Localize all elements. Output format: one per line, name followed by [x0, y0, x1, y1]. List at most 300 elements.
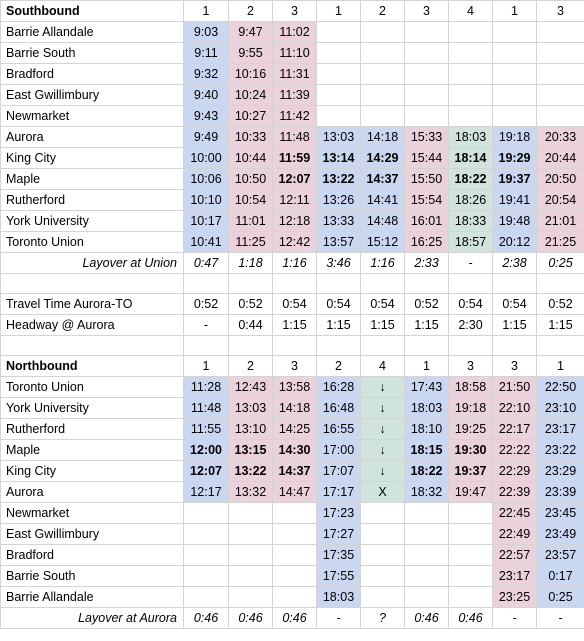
train-number-cell[interactable]: 1 [537, 356, 584, 377]
time-cell[interactable]: 16:25 [405, 232, 449, 253]
time-cell[interactable] [229, 274, 273, 294]
time-cell[interactable]: 19:29 [493, 148, 537, 169]
time-cell[interactable]: 1:15 [537, 315, 584, 336]
time-cell[interactable]: ↓ [361, 419, 405, 440]
time-cell[interactable]: 14:47 [273, 482, 317, 503]
time-cell[interactable]: 15:50 [405, 169, 449, 190]
time-cell[interactable]: 10:27 [229, 106, 273, 127]
time-cell[interactable] [184, 545, 229, 566]
time-cell[interactable] [493, 43, 537, 64]
row-label[interactable]: Barrie South [1, 43, 184, 64]
time-cell[interactable]: 18:14 [449, 148, 493, 169]
time-cell[interactable] [361, 545, 405, 566]
row-label[interactable]: Barrie Allandale [1, 22, 184, 43]
time-cell[interactable] [273, 545, 317, 566]
train-number-cell[interactable]: 1 [317, 1, 361, 22]
time-cell[interactable] [361, 524, 405, 545]
row-label[interactable]: East Gwillimbury [1, 85, 184, 106]
time-cell[interactable]: - [537, 608, 584, 629]
time-cell[interactable] [449, 545, 493, 566]
train-number-cell[interactable]: 1 [184, 1, 229, 22]
row-label[interactable]: Aurora [1, 127, 184, 148]
time-cell[interactable]: 16:48 [317, 398, 361, 419]
time-cell[interactable]: 22:29 [493, 461, 537, 482]
time-cell[interactable] [449, 587, 493, 608]
time-cell[interactable]: 0:47 [184, 253, 229, 274]
row-label[interactable]: Layover at Aurora [1, 608, 184, 629]
time-cell[interactable] [449, 566, 493, 587]
time-cell[interactable]: 18:03 [405, 398, 449, 419]
time-cell[interactable]: 11:28 [184, 377, 229, 398]
time-cell[interactable]: ↓ [361, 398, 405, 419]
time-cell[interactable]: 9:40 [184, 85, 229, 106]
time-cell[interactable]: 0:46 [449, 608, 493, 629]
time-cell[interactable] [184, 503, 229, 524]
time-cell[interactable] [317, 106, 361, 127]
time-cell[interactable]: 17:23 [317, 503, 361, 524]
row-label[interactable]: King City [1, 148, 184, 169]
time-cell[interactable] [449, 336, 493, 356]
time-cell[interactable]: 19:25 [449, 419, 493, 440]
time-cell[interactable]: 23:17 [493, 566, 537, 587]
row-label[interactable]: Rutherford [1, 190, 184, 211]
train-number-cell[interactable]: 3 [537, 1, 584, 22]
time-cell[interactable] [405, 64, 449, 85]
time-cell[interactable] [405, 22, 449, 43]
time-cell[interactable]: 0:46 [229, 608, 273, 629]
time-cell[interactable]: 15:33 [405, 127, 449, 148]
time-cell[interactable] [405, 524, 449, 545]
time-cell[interactable]: 12:18 [273, 211, 317, 232]
time-cell[interactable]: 18:32 [405, 482, 449, 503]
time-cell[interactable]: - [449, 253, 493, 274]
time-cell[interactable] [317, 43, 361, 64]
time-cell[interactable]: 16:01 [405, 211, 449, 232]
time-cell[interactable]: 23:29 [537, 461, 584, 482]
time-cell[interactable]: 12:17 [184, 482, 229, 503]
time-cell[interactable]: 10:00 [184, 148, 229, 169]
time-cell[interactable]: 18:22 [405, 461, 449, 482]
time-cell[interactable] [361, 22, 405, 43]
time-cell[interactable] [317, 64, 361, 85]
time-cell[interactable]: 17:27 [317, 524, 361, 545]
time-cell[interactable]: 13:22 [229, 461, 273, 482]
time-cell[interactable] [184, 274, 229, 294]
row-label[interactable]: Rutherford [1, 419, 184, 440]
time-cell[interactable]: 11:59 [273, 148, 317, 169]
time-cell[interactable]: 16:28 [317, 377, 361, 398]
time-cell[interactable] [449, 85, 493, 106]
time-cell[interactable]: 13:33 [317, 211, 361, 232]
time-cell[interactable]: 9:03 [184, 22, 229, 43]
time-cell[interactable]: 0:54 [449, 294, 493, 315]
time-cell[interactable]: 16:55 [317, 419, 361, 440]
time-cell[interactable]: 14:25 [273, 419, 317, 440]
time-cell[interactable]: 17:17 [317, 482, 361, 503]
time-cell[interactable]: 13:03 [229, 398, 273, 419]
time-cell[interactable]: 2:30 [449, 315, 493, 336]
time-cell[interactable]: 22:10 [493, 398, 537, 419]
time-cell[interactable]: 0:46 [184, 608, 229, 629]
time-cell[interactable] [229, 545, 273, 566]
time-cell[interactable]: 19:48 [493, 211, 537, 232]
time-cell[interactable] [361, 566, 405, 587]
time-cell[interactable]: 18:26 [449, 190, 493, 211]
time-cell[interactable] [449, 106, 493, 127]
time-cell[interactable]: 13:22 [317, 169, 361, 190]
time-cell[interactable]: 19:18 [449, 398, 493, 419]
time-cell[interactable] [229, 524, 273, 545]
time-cell[interactable]: 20:12 [493, 232, 537, 253]
time-cell[interactable]: 17:07 [317, 461, 361, 482]
time-cell[interactable]: 14:37 [273, 461, 317, 482]
train-number-cell[interactable]: 3 [449, 356, 493, 377]
time-cell[interactable] [537, 22, 584, 43]
time-cell[interactable]: 10:24 [229, 85, 273, 106]
time-cell[interactable]: 14:18 [361, 127, 405, 148]
time-cell[interactable]: 13:32 [229, 482, 273, 503]
train-number-cell[interactable]: 4 [361, 356, 405, 377]
row-label[interactable]: Barrie South [1, 566, 184, 587]
time-cell[interactable]: 20:44 [537, 148, 584, 169]
train-number-cell[interactable]: 3 [405, 1, 449, 22]
time-cell[interactable]: 21:50 [493, 377, 537, 398]
time-cell[interactable]: 11:25 [229, 232, 273, 253]
time-cell[interactable]: 1:16 [273, 253, 317, 274]
time-cell[interactable] [184, 587, 229, 608]
time-cell[interactable] [229, 336, 273, 356]
time-cell[interactable] [493, 106, 537, 127]
time-cell[interactable]: 14:41 [361, 190, 405, 211]
time-cell[interactable]: 21:01 [537, 211, 584, 232]
time-cell[interactable]: 11:55 [184, 419, 229, 440]
time-cell[interactable]: 13:57 [317, 232, 361, 253]
time-cell[interactable] [317, 336, 361, 356]
time-cell[interactable]: 11:10 [273, 43, 317, 64]
row-label[interactable]: Maple [1, 440, 184, 461]
time-cell[interactable]: 18:10 [405, 419, 449, 440]
time-cell[interactable] [273, 274, 317, 294]
row-label[interactable]: York University [1, 211, 184, 232]
time-cell[interactable] [317, 22, 361, 43]
time-cell[interactable]: 10:10 [184, 190, 229, 211]
time-cell[interactable] [405, 545, 449, 566]
row-label[interactable]: King City [1, 461, 184, 482]
time-cell[interactable] [493, 22, 537, 43]
row-label[interactable]: Layover at Union [1, 253, 184, 274]
time-cell[interactable]: 22:39 [493, 482, 537, 503]
time-cell[interactable]: 0:54 [273, 294, 317, 315]
time-cell[interactable]: 20:54 [537, 190, 584, 211]
time-cell[interactable]: 13:15 [229, 440, 273, 461]
time-cell[interactable]: 1:15 [405, 315, 449, 336]
time-cell[interactable]: 18:33 [449, 211, 493, 232]
time-cell[interactable]: 15:12 [361, 232, 405, 253]
time-cell[interactable]: 0:25 [537, 587, 584, 608]
time-cell[interactable]: 11:31 [273, 64, 317, 85]
time-cell[interactable] [361, 336, 405, 356]
row-label[interactable]: Toronto Union [1, 377, 184, 398]
train-number-cell[interactable]: 2 [361, 1, 405, 22]
time-cell[interactable]: 12:07 [184, 461, 229, 482]
time-cell[interactable]: 12:00 [184, 440, 229, 461]
time-cell[interactable]: 13:26 [317, 190, 361, 211]
section-title[interactable]: Northbound [1, 356, 184, 377]
time-cell[interactable]: 15:54 [405, 190, 449, 211]
time-cell[interactable]: 9:47 [229, 22, 273, 43]
row-label[interactable]: Toronto Union [1, 232, 184, 253]
time-cell[interactable]: 1:15 [493, 315, 537, 336]
train-number-cell[interactable]: 1 [493, 1, 537, 22]
time-cell[interactable]: 12:11 [273, 190, 317, 211]
time-cell[interactable] [405, 587, 449, 608]
time-cell[interactable]: 22:57 [493, 545, 537, 566]
time-cell[interactable] [184, 336, 229, 356]
time-cell[interactable]: 13:03 [317, 127, 361, 148]
row-label[interactable]: Bradford [1, 545, 184, 566]
time-cell[interactable]: 0:54 [493, 294, 537, 315]
time-cell[interactable]: ↓ [361, 461, 405, 482]
time-cell[interactable]: 0:25 [537, 253, 584, 274]
time-cell[interactable]: 13:14 [317, 148, 361, 169]
time-cell[interactable]: 18:57 [449, 232, 493, 253]
time-cell[interactable] [361, 43, 405, 64]
time-cell[interactable] [273, 566, 317, 587]
time-cell[interactable]: 2:38 [493, 253, 537, 274]
time-cell[interactable]: - [184, 315, 229, 336]
time-cell[interactable]: 14:30 [273, 440, 317, 461]
time-cell[interactable] [493, 274, 537, 294]
train-number-cell[interactable]: 2 [229, 1, 273, 22]
time-cell[interactable]: 17:00 [317, 440, 361, 461]
section-title[interactable]: Southbound [1, 1, 184, 22]
time-cell[interactable]: 0:46 [273, 608, 317, 629]
time-cell[interactable]: 3:46 [317, 253, 361, 274]
time-cell[interactable] [361, 503, 405, 524]
train-number-cell[interactable]: 3 [493, 356, 537, 377]
time-cell[interactable]: 9:32 [184, 64, 229, 85]
time-cell[interactable] [361, 587, 405, 608]
time-cell[interactable] [537, 336, 584, 356]
time-cell[interactable]: ↓ [361, 440, 405, 461]
time-cell[interactable]: 10:50 [229, 169, 273, 190]
time-cell[interactable]: 11:48 [273, 127, 317, 148]
time-cell[interactable] [449, 524, 493, 545]
time-cell[interactable]: 9:11 [184, 43, 229, 64]
time-cell[interactable] [273, 524, 317, 545]
time-cell[interactable] [361, 106, 405, 127]
time-cell[interactable] [184, 524, 229, 545]
time-cell[interactable] [405, 85, 449, 106]
row-label[interactable]: Newmarket [1, 106, 184, 127]
time-cell[interactable]: 20:33 [537, 127, 584, 148]
train-number-cell[interactable]: 3 [273, 1, 317, 22]
time-cell[interactable] [493, 336, 537, 356]
time-cell[interactable]: 19:18 [493, 127, 537, 148]
time-cell[interactable]: - [317, 608, 361, 629]
time-cell[interactable] [229, 503, 273, 524]
time-cell[interactable]: 0:52 [184, 294, 229, 315]
time-cell[interactable]: 14:37 [361, 169, 405, 190]
time-cell[interactable]: 2:33 [405, 253, 449, 274]
time-cell[interactable] [449, 22, 493, 43]
time-cell[interactable] [273, 336, 317, 356]
time-cell[interactable]: X [361, 482, 405, 503]
time-cell[interactable] [317, 274, 361, 294]
time-cell[interactable]: ↓ [361, 377, 405, 398]
time-cell[interactable] [449, 274, 493, 294]
time-cell[interactable]: 12:42 [273, 232, 317, 253]
time-cell[interactable]: 23:17 [537, 419, 584, 440]
time-cell[interactable]: 19:41 [493, 190, 537, 211]
time-cell[interactable]: 0:17 [537, 566, 584, 587]
row-label[interactable] [1, 336, 184, 356]
time-cell[interactable]: 11:48 [184, 398, 229, 419]
row-label[interactable]: Bradford [1, 64, 184, 85]
time-cell[interactable]: 10:06 [184, 169, 229, 190]
time-cell[interactable]: 1:15 [273, 315, 317, 336]
time-cell[interactable]: 23:25 [493, 587, 537, 608]
time-cell[interactable]: 18:15 [405, 440, 449, 461]
row-label[interactable]: East Gwillimbury [1, 524, 184, 545]
time-cell[interactable]: 0:46 [405, 608, 449, 629]
time-cell[interactable] [449, 503, 493, 524]
time-cell[interactable]: ? [361, 608, 405, 629]
time-cell[interactable]: 9:43 [184, 106, 229, 127]
time-cell[interactable]: 17:43 [405, 377, 449, 398]
row-label[interactable] [1, 274, 184, 294]
time-cell[interactable] [537, 106, 584, 127]
time-cell[interactable] [405, 274, 449, 294]
time-cell[interactable]: 12:43 [229, 377, 273, 398]
train-number-cell[interactable]: 3 [273, 356, 317, 377]
time-cell[interactable]: 10:17 [184, 211, 229, 232]
time-cell[interactable] [493, 64, 537, 85]
row-label[interactable]: Headway @ Aurora [1, 315, 184, 336]
time-cell[interactable] [317, 85, 361, 106]
time-cell[interactable]: 22:49 [493, 524, 537, 545]
time-cell[interactable]: 1:15 [361, 315, 405, 336]
time-cell[interactable] [537, 64, 584, 85]
time-cell[interactable] [184, 566, 229, 587]
time-cell[interactable]: 10:54 [229, 190, 273, 211]
time-cell[interactable]: 19:30 [449, 440, 493, 461]
time-cell[interactable]: 15:44 [405, 148, 449, 169]
time-cell[interactable]: 18:03 [317, 587, 361, 608]
row-label[interactable]: Aurora [1, 482, 184, 503]
train-number-cell[interactable]: 2 [229, 356, 273, 377]
time-cell[interactable]: 18:22 [449, 169, 493, 190]
time-cell[interactable] [229, 566, 273, 587]
time-cell[interactable] [537, 274, 584, 294]
time-cell[interactable]: 19:47 [449, 482, 493, 503]
time-cell[interactable]: 0:52 [405, 294, 449, 315]
time-cell[interactable]: 22:22 [493, 440, 537, 461]
time-cell[interactable]: 23:22 [537, 440, 584, 461]
time-cell[interactable]: 10:44 [229, 148, 273, 169]
time-cell[interactable]: 14:48 [361, 211, 405, 232]
row-label[interactable]: Barrie Allandale [1, 587, 184, 608]
train-number-cell[interactable]: 1 [184, 356, 229, 377]
train-number-cell[interactable]: 1 [405, 356, 449, 377]
time-cell[interactable]: - [493, 608, 537, 629]
time-cell[interactable] [493, 85, 537, 106]
time-cell[interactable]: 20:50 [537, 169, 584, 190]
time-cell[interactable]: 1:18 [229, 253, 273, 274]
time-cell[interactable]: 11:02 [273, 22, 317, 43]
time-cell[interactable] [405, 566, 449, 587]
time-cell[interactable]: 10:33 [229, 127, 273, 148]
train-number-cell[interactable]: 4 [449, 1, 493, 22]
time-cell[interactable] [405, 43, 449, 64]
time-cell[interactable]: 0:54 [317, 294, 361, 315]
time-cell[interactable]: 13:58 [273, 377, 317, 398]
time-cell[interactable] [361, 274, 405, 294]
time-cell[interactable]: 18:58 [449, 377, 493, 398]
time-cell[interactable]: 12:07 [273, 169, 317, 190]
time-cell[interactable]: 14:29 [361, 148, 405, 169]
time-cell[interactable]: 21:25 [537, 232, 584, 253]
train-number-cell[interactable]: 2 [317, 356, 361, 377]
time-cell[interactable]: 0:52 [229, 294, 273, 315]
time-cell[interactable]: 23:10 [537, 398, 584, 419]
time-cell[interactable]: 13:10 [229, 419, 273, 440]
row-label[interactable]: Maple [1, 169, 184, 190]
time-cell[interactable]: 9:49 [184, 127, 229, 148]
time-cell[interactable]: 22:50 [537, 377, 584, 398]
time-cell[interactable]: 11:42 [273, 106, 317, 127]
time-cell[interactable]: 17:55 [317, 566, 361, 587]
time-cell[interactable]: 23:57 [537, 545, 584, 566]
time-cell[interactable]: 0:54 [361, 294, 405, 315]
time-cell[interactable]: 23:39 [537, 482, 584, 503]
row-label[interactable]: Newmarket [1, 503, 184, 524]
time-cell[interactable]: 19:37 [449, 461, 493, 482]
time-cell[interactable]: 23:45 [537, 503, 584, 524]
time-cell[interactable]: 11:39 [273, 85, 317, 106]
time-cell[interactable] [229, 587, 273, 608]
time-cell[interactable]: 0:52 [537, 294, 584, 315]
time-cell[interactable]: 17:35 [317, 545, 361, 566]
time-cell[interactable]: 22:17 [493, 419, 537, 440]
time-cell[interactable]: 10:41 [184, 232, 229, 253]
time-cell[interactable]: 0:44 [229, 315, 273, 336]
time-cell[interactable]: 18:03 [449, 127, 493, 148]
time-cell[interactable] [405, 106, 449, 127]
time-cell[interactable] [537, 43, 584, 64]
time-cell[interactable]: 1:15 [317, 315, 361, 336]
row-label[interactable]: York University [1, 398, 184, 419]
time-cell[interactable] [361, 85, 405, 106]
time-cell[interactable] [273, 503, 317, 524]
time-cell[interactable] [405, 503, 449, 524]
time-cell[interactable]: 14:18 [273, 398, 317, 419]
time-cell[interactable] [273, 587, 317, 608]
time-cell[interactable]: 1:16 [361, 253, 405, 274]
row-label[interactable]: Travel Time Aurora-TO [1, 294, 184, 315]
time-cell[interactable]: 22:45 [493, 503, 537, 524]
time-cell[interactable]: 11:01 [229, 211, 273, 232]
time-cell[interactable]: 10:16 [229, 64, 273, 85]
time-cell[interactable] [449, 64, 493, 85]
time-cell[interactable] [449, 43, 493, 64]
time-cell[interactable] [361, 64, 405, 85]
time-cell[interactable]: 19:37 [493, 169, 537, 190]
time-cell[interactable]: 23:49 [537, 524, 584, 545]
time-cell[interactable] [405, 336, 449, 356]
time-cell[interactable]: 9:55 [229, 43, 273, 64]
time-cell[interactable] [537, 85, 584, 106]
